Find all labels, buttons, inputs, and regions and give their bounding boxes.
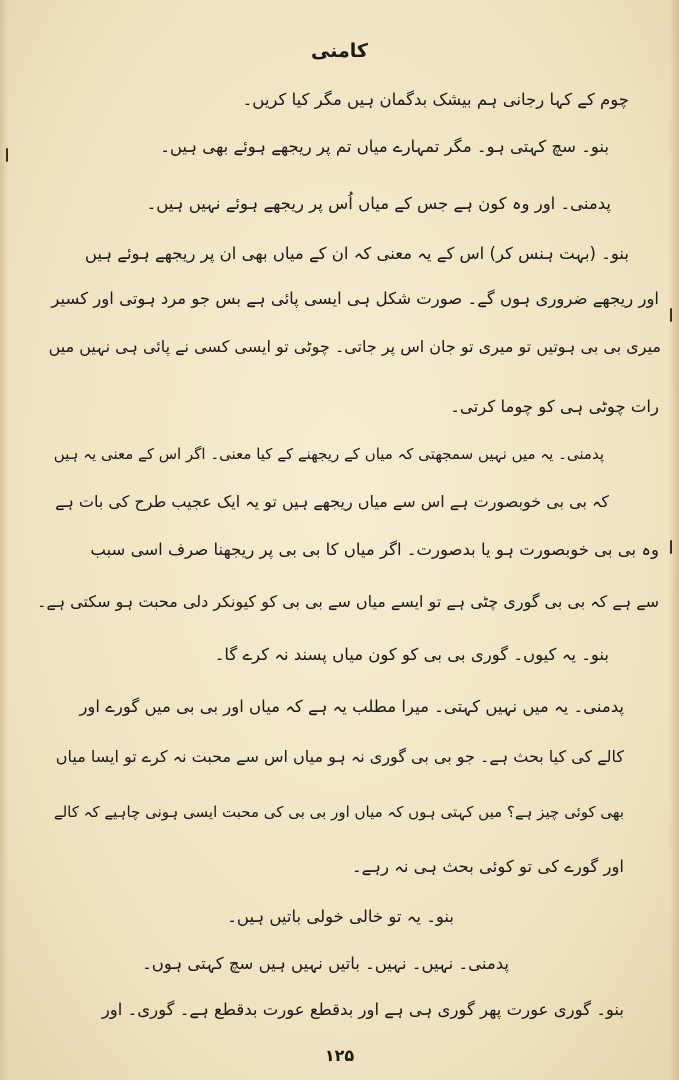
- page-number: ۱۲۵: [324, 1046, 355, 1065]
- text-line: پدمنی۔ اور وہ کون ہے جس کے میاں اُس پر ریجھے ہوئے نہیں ہیں۔: [146, 194, 611, 213]
- margin-mark: [670, 540, 672, 554]
- text-line: وہ بی بی خوبصورت ہو یا بدصورت۔ اگر میاں کا بی بی پر ریجھنا صرف اسی سبب: [90, 540, 659, 559]
- text-line: بنو۔ یہ کیوں۔ گوری بی بی کو کون میاں پسند نہ کرے گا۔: [214, 645, 609, 664]
- text-line: کہ بی بی خوبصورت ہے اس سے میاں ریجھے ہیں تو یہ ایک عجیب طرح کی بات ہے: [55, 492, 609, 511]
- margin-mark: [6, 148, 8, 162]
- text-line: رات چوٹی ہی کو چوما کرتی۔: [450, 397, 659, 416]
- text-line: پدمنی۔ یہ میں نہیں کہتی۔ میرا مطلب یہ ہے کہ میاں اور بی بی میں گورے اور: [79, 697, 624, 716]
- margin-mark: [670, 308, 672, 322]
- text-line: چوم کے کہا رجانی ہم بیشک بدگمان ہیں مگر کیا کریں۔: [242, 90, 629, 109]
- text-line: بنو۔ یہ تو خالی خولی باتیں ہیں۔: [227, 907, 454, 926]
- text-line: بنو۔ گوری عورت پھر گوری ہی ہے اور بدقطع عورت بدقطع ہے۔ گوری۔ اور: [101, 1000, 624, 1019]
- text-line: بنو۔ (بہت ہنس کر) اس کے یہ معنی کہ ان کے میاں بھی ان پر ریجھے ہوئے ہیں: [84, 244, 629, 263]
- text-line: کالے کی کیا بحث ہے۔ جو بی بی گوری نہ ہو میاں اس سے محبت نہ کرے تو ایسا میاں: [55, 747, 624, 766]
- text-line: میری بی بی ہوتیں تو میری تو جان اس پر جاتی۔ چوٹی تو ایسی کسی نے پائی ہی نہیں میں: [48, 337, 661, 356]
- text-line: اور گورے کی تو کوئی بحث ہی نہ رہے۔: [351, 857, 624, 876]
- text-line: پدمنی۔ نہیں۔ نہیں۔ باتیں نہیں ہیں سچ کہتی ہوں۔: [142, 954, 509, 973]
- text-line: بنو۔ سچ کہتی ہو۔ مگر تمہارے میاں تم پر ریجھے ہوئے بھی ہیں۔: [160, 137, 609, 156]
- text-line: بھی کوئی چیز ہے؟ میں کہتی ہوں کہ میاں اور بی بی کی محبت ایسی ہونی چاہیے کہ کالے: [53, 803, 624, 821]
- page-title: کامنی: [311, 40, 368, 62]
- text-line: سے ہے کہ بی بی گوری چٹی ہے تو ایسے میاں سے بی بی کو کیونکر دلی محبت ہو سکتی ہے۔: [36, 592, 659, 611]
- page-left-edge: [0, 0, 8, 1080]
- text-line: اور ریجھے ضروری ہوں گے۔ صورت شکل ہی ایسی پائی ہے بس جو مرد ہوتی اور کسیر: [51, 289, 659, 308]
- text-line: پدمنی۔ یہ میں نہیں سمجھتی کہ میاں کے ریجھنے کے کیا معنی۔ اگر اس کے معنی یہ ہیں: [53, 445, 604, 463]
